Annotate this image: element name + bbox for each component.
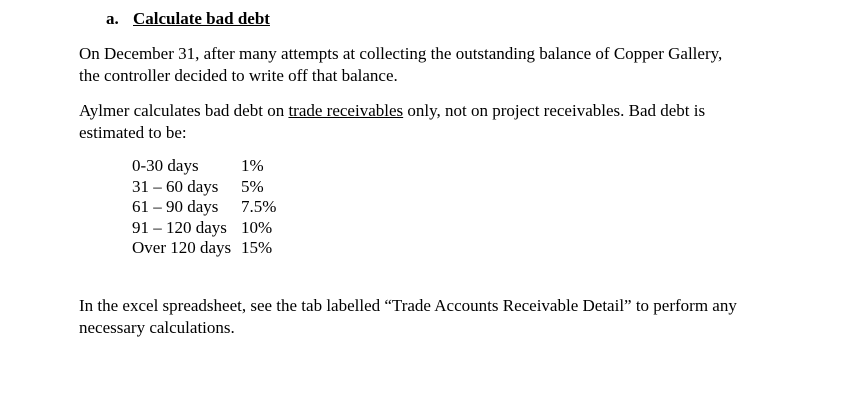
trade-receivables-underlined: trade receivables [288,101,404,120]
section-title: Calculate bad debt [133,9,270,28]
paragraph-bad-debt-policy [79,100,799,144]
section-number: a. [106,9,119,28]
age-range: Over 120 days [132,238,232,257]
rate-row [132,238,276,259]
age-range: 91 – 120 days [132,217,227,237]
paragraph-text: Aylmer calculates bad debt on [79,101,289,120]
age-range: 61 – 90 days [132,197,219,216]
paragraph-line: necessary calculations. [79,318,235,337]
age-range: 0-30 days [132,156,199,175]
rate-value: 5% [241,176,264,196]
paragraph-text: only, not on project receivables. Bad debt is [403,101,706,120]
section-heading [106,9,270,29]
paragraph-spreadsheet-instruction [79,295,799,339]
paragraph-line: On December 31, after many attempts at collecting the outstanding balance of Copper Gallery, [79,44,723,63]
rate-value: 15% [241,238,273,257]
rate-row [132,177,276,198]
paragraph-line: estimated to be: [79,123,187,142]
bad-debt-rate-table [132,156,276,259]
rate-row [132,218,276,239]
rate-row [132,197,276,218]
rate-value: 10% [241,217,273,237]
age-range: 31 – 60 days [132,176,219,196]
rate-row [132,156,276,177]
paragraph-line: In the excel spreadsheet, see the tab labelled “Trade Accounts Receivable Detail” to perform any [79,296,737,315]
paragraph-write-off [79,43,799,87]
rate-value: 7.5% [241,197,277,216]
rate-value: 1% [241,156,264,175]
paragraph-line: the controller decided to write off that balance. [79,66,398,85]
